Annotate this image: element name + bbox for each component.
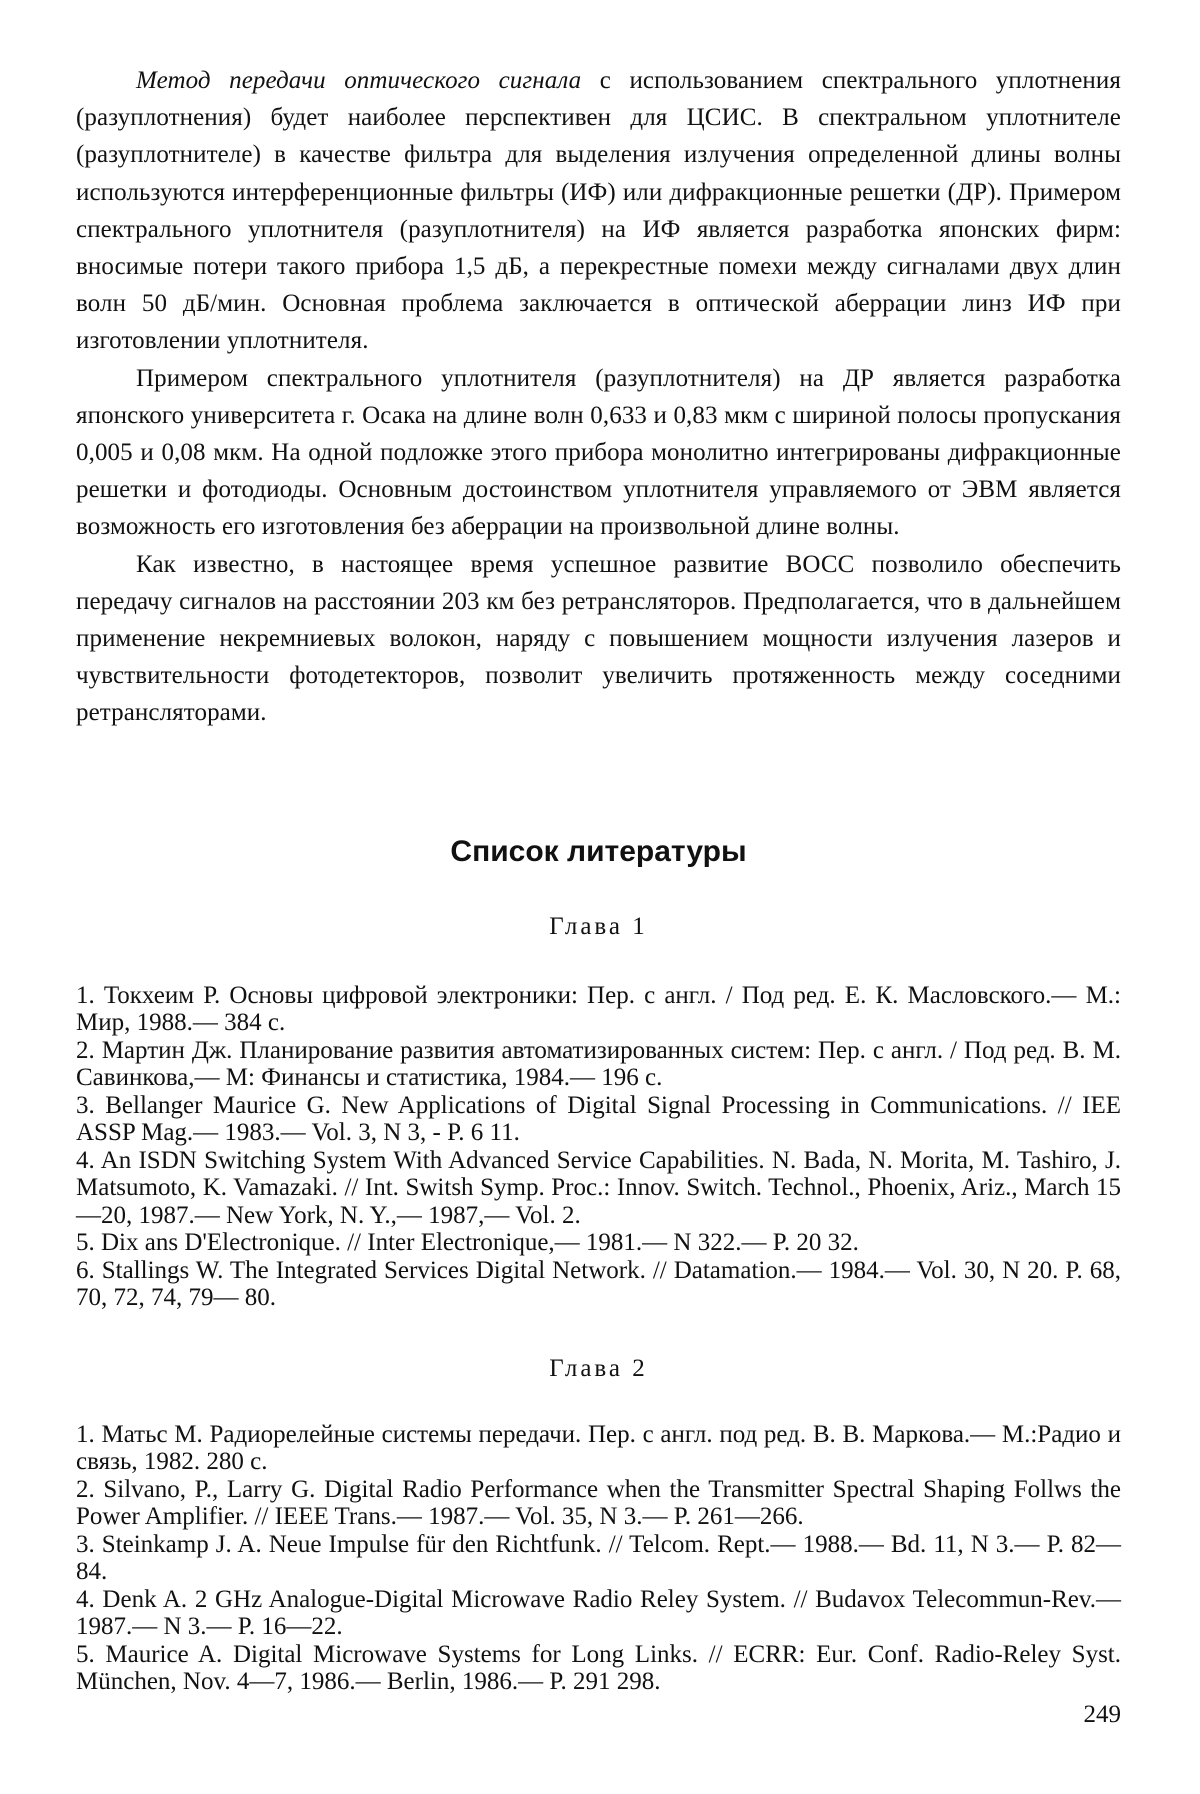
chapter-2-title: Глава 2: [549, 1354, 648, 1382]
reference-item: 5. Dix ans D'Electronique. // Inter Electronique,— 1981.— N 322.— P. 20 32.: [76, 1229, 859, 1257]
reference-item: 5. Maurice A. Digital Microwave Systems for Long Links. // ECRR: Eur. Conf. Radio-Reley Syst. München, Nov. 4—7, 1986.— Berlin, 1986.— P. 291 298.: [76, 1640, 1121, 1696]
page-number: 249: [1083, 1701, 1121, 1728]
chapter-1-reference-list: [76, 982, 1121, 1312]
chapter-1-title: Глава 1: [549, 912, 648, 940]
reference-item: 3. Steinkamp J. A. Neue Impulse für den Richtfunk. // Telcom. Rept.— 1988.— Bd. 11, N 3.— P. 82—84.: [76, 1530, 1121, 1586]
body-paragraph-2: Примером спектрального уплотнителя (разуплотнителя) на ДР является разработка японского университета г. Осака на длине волн 0,633 и 0,83 мкм с шириной полосы пропускания 0,005 и 0,08 мкм. На одной подложке этого прибора монолитно интегрированы дифракционные решетки и фотодиоды. Основным достоинством уплотнителя управляемого от ЭВМ является возможность его изготовления без аберрации на произвольной длине волны.: [76, 364, 1121, 541]
paragraph-lead-italic: Метод передачи оптического сигнала: [136, 67, 582, 94]
body-paragraph-3: Как известно, в настоящее время успешное развитие ВОСС позволило обеспечить передачу сигналов на расстоянии 203 км без ретрансляторов. Предполагается, что в дальнейшем применение некремниевых волокон, наряду с повышением мощности излучения лазеров и чувствительности фотодетекторов, позволит увеличить протяженность между соседними ретрансляторами.: [76, 550, 1121, 727]
chapter-2-reference-list: [76, 1421, 1121, 1696]
references-heading: Список литературы: [450, 834, 747, 868]
reference-item: 4. An ISDN Switching System With Advanced Service Capabilities. N. Bada, N. Morita, M. Tashiro, J. Matsumoto, K. Vamazaki. // Int. Switsh Symp. Proc.: Innov. Switch. Technol., Phoenix, Ariz., March 15—20, 1987.— New York, N. Y.,— 1987,— Vol. 2.: [76, 1146, 1121, 1229]
page-content: [76, 62, 1121, 1696]
reference-item: 2. Мартин Дж. Планирование развития автоматизированных систем: Пер. с англ. / Под ред. В. М. Савинкова,— М: Финансы и статистика, 1984.— 196 с.: [76, 1036, 1121, 1092]
reference-item: 2. Silvano, P., Larry G. Digital Radio Performance when the Transmitter Spectral Shaping Follws the Power Amplifier. // IEEE Trans.— 1987.— Vol. 35, N 3.— P. 261—266.: [76, 1475, 1121, 1531]
body-paragraph-1: [76, 62, 1121, 360]
reference-item: 6. Stallings W. The Integrated Services Digital Network. // Datamation.— 1984.— Vol. 30, N 20. P. 68, 70, 72, 74, 79— 80.: [76, 1256, 1121, 1312]
reference-item: 4. Denk A. 2 GHz Analogue-Digital Microwave Radio Reley System. // Budavox Telecommun-Rev.— 1987.— N 3.— P. 16—22.: [76, 1585, 1121, 1641]
reference-item: 1. Матьс М. Радиорелейные системы передачи. Пер. с англ. под ред. В. В. Маркова.— М.:Радио и связь, 1982. 280 с.: [76, 1420, 1121, 1476]
paragraph-text: с использованием спектрального уплотнения (разуплотнения) будет наиболее перспективен для ЦСИС. В спектральном уплотнителе (разуплотнителе) в качестве фильтра для выделения излучения определенной длины волны используются интерференционные фильтры (ИФ) или дифракционные решетки (ДР). Примером спектрального уплотнителя (разуплотнителя) на ИФ является разработка японских фирм: вносимые потери такого прибора 1,5 дБ, а перекрестные помехи между сигналами двух длин волн 50 дБ/мин. Основная проблема заключается в оптической аберрации линз ИФ при изготовлении уплотнителя.: [76, 67, 1121, 355]
reference-item: 3. Bellanger Maurice G. New Applications of Digital Signal Processing in Communications. // IEE ASSP Mag.— 1983.— Vol. 3, N 3, - P. 6 11.: [76, 1091, 1121, 1147]
reference-item: 1. Токхеим Р. Основы цифровой электроники: Пер. с англ. / Под ред. Е. К. Масловского.— М.: Мир, 1988.— 384 с.: [76, 981, 1121, 1037]
